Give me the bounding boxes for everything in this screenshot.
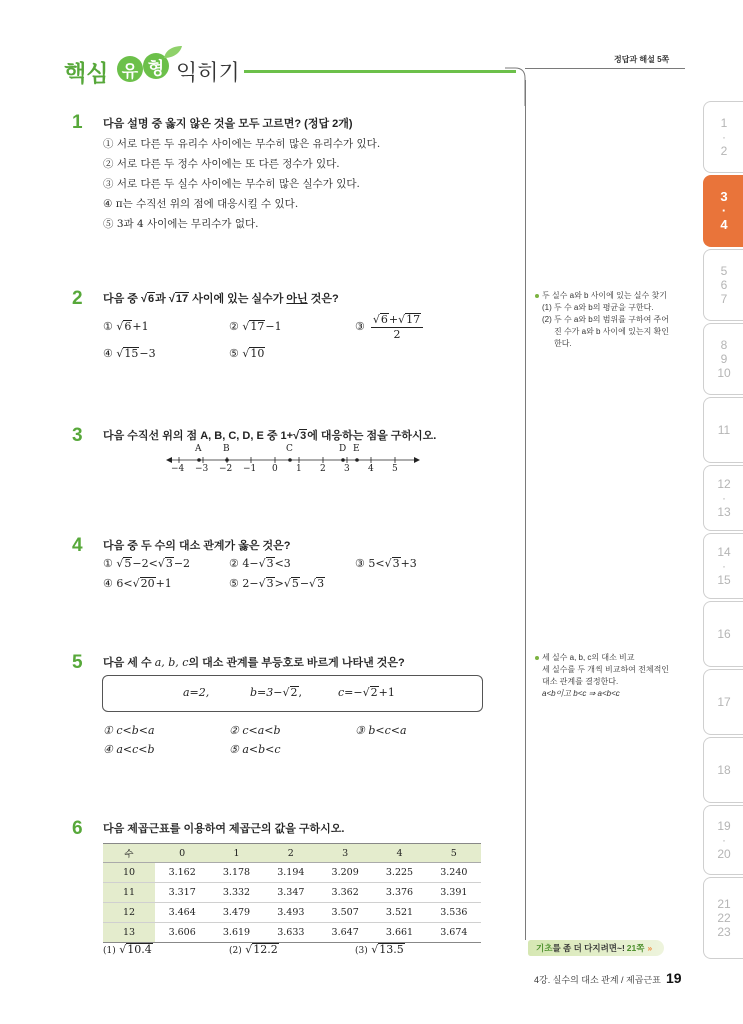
square-root-table bbox=[103, 843, 481, 943]
table-row: 12 3.464 3.479 3.493 3.507 3.521 3.536 bbox=[103, 903, 481, 923]
chapter-tab-21-23[interactable]: 21 22 23 bbox=[703, 877, 743, 959]
problem-1-item-1: ① 서로 다른 두 유리수 사이에는 무수히 많은 유리수가 있다. bbox=[103, 138, 381, 150]
page-number: 19 bbox=[666, 970, 682, 986]
problem-3-number: 3 bbox=[72, 425, 83, 446]
answer-reference: 정답과 해설 5쪽 bbox=[614, 55, 670, 64]
chapter-tab-12-13[interactable]: 12 · 13 bbox=[703, 465, 743, 531]
problem-1-question: 다음 설명 중 옳지 않은 것을 모두 고르면? (정답 2개) bbox=[103, 118, 353, 130]
table-header: 5 bbox=[427, 844, 481, 863]
tick-label: 1 bbox=[296, 464, 302, 474]
table-header-row bbox=[103, 844, 481, 863]
problem-1-item-3: ③ 서로 다른 두 실수 사이에는 무수히 많은 실수가 있다. bbox=[103, 178, 360, 190]
basic-review-banner[interactable]: 기초 를 좀 더 다지려면~! 21쪽 » bbox=[528, 940, 664, 956]
chapter-tab-11[interactable]: 11 bbox=[703, 397, 743, 463]
problem-2-option-1: ① √6+1 bbox=[103, 320, 149, 333]
chapter-tab-16[interactable]: 16 bbox=[703, 601, 743, 667]
table-header: 4 bbox=[372, 844, 426, 863]
point-label-a: A bbox=[195, 444, 202, 454]
problem-5-option-1: ① c<b<a bbox=[103, 724, 155, 737]
table-row: 13 3.606 3.619 3.633 3.647 3.661 3.674 bbox=[103, 923, 481, 943]
problem-2-number: 2 bbox=[72, 288, 83, 309]
problem-4-option-4: ④ 6<√20+1 bbox=[103, 577, 172, 590]
tick-label: −1 bbox=[243, 464, 257, 474]
bullet-icon bbox=[535, 656, 539, 660]
double-chevron-icon: » bbox=[647, 943, 653, 953]
problem-5-option-2: ② c<a<b bbox=[229, 724, 281, 737]
chapter-tab-5-7[interactable]: 5 6 7 bbox=[703, 249, 743, 321]
chapter-tab-18[interactable]: 18 bbox=[703, 737, 743, 803]
side-note-2: 세 실수 a, b, c의 대소 비교 세 실수를 두 개씩 비교하여 전체적인 대소 관계를 결정한다. a<b이고 b<c ⇒ a<b<c bbox=[535, 652, 695, 700]
problem-4-option-2: ② 4−√3<3 bbox=[229, 557, 291, 570]
bullet-icon bbox=[535, 294, 539, 298]
table-header: 0 bbox=[155, 844, 209, 863]
column-divider bbox=[525, 80, 526, 940]
point-label-c: C bbox=[286, 444, 293, 454]
table-row: 10 3.162 3.178 3.194 3.209 3.225 3.240 bbox=[103, 863, 481, 883]
problem-5-question: 다음 세 수 a, b, c의 대소 관계를 부등호로 바르게 나타낸 것은? bbox=[103, 656, 405, 669]
problem-5-option-4: ④ a<c<b bbox=[103, 743, 155, 756]
chapter-tab-19-20[interactable]: 19 · 20 bbox=[703, 805, 743, 875]
problem-2-option-5: ⑤ √10 bbox=[229, 347, 265, 360]
condition-a: a=2, bbox=[183, 686, 210, 699]
chapter-tab-14-15[interactable]: 14 · 15 bbox=[703, 533, 743, 599]
header-bubble-2: 형 bbox=[143, 53, 169, 79]
problem-4-question: 다음 중 두 수의 대소 관계가 옳은 것은? bbox=[103, 540, 291, 552]
problem-2-option-4: ④ √15−3 bbox=[103, 347, 156, 360]
problem-2-option-3: ③ bbox=[355, 320, 365, 333]
header-title-part2: 익히기 bbox=[176, 60, 240, 85]
chapter-tab-1-2[interactable]: 1 · 2 bbox=[703, 101, 743, 173]
condition-c: c=−√2+1 bbox=[338, 686, 395, 699]
problem-5-number: 5 bbox=[72, 652, 83, 673]
point-label-e: E bbox=[353, 444, 360, 454]
problem-4-option-1: ① √5−2<√3−2 bbox=[103, 557, 191, 570]
problem-5-option-5: ⑤ a<b<c bbox=[229, 743, 281, 756]
number-line-labels bbox=[166, 444, 422, 476]
problem-5-option-3: ③ b<c<a bbox=[355, 724, 407, 737]
header-title-part1: 핵심 bbox=[64, 60, 109, 86]
problem-1-item-5: ⑤ 3과 4 사이에는 무리수가 없다. bbox=[103, 218, 259, 230]
chapter-tab-3-4[interactable]: 3 · 4 bbox=[703, 175, 743, 247]
table-row: 11 3.317 3.332 3.347 3.362 3.376 3.391 bbox=[103, 883, 481, 903]
header-right-rule bbox=[525, 68, 685, 69]
tick-label: −3 bbox=[195, 464, 209, 474]
tick-label: −2 bbox=[219, 464, 233, 474]
problem-6-question: 다음 제곱근표를 이용하여 제곱근의 값을 구하시오. bbox=[103, 823, 345, 835]
tick-label: −4 bbox=[171, 464, 185, 474]
problem-6-sub-1: (1) √10.4 bbox=[103, 943, 152, 956]
problem-6-sub-2: (2) √12.2 bbox=[229, 943, 278, 956]
problem-1-item-2: ② 서로 다른 두 정수 사이에는 또 다른 정수가 있다. bbox=[103, 158, 340, 170]
problem-6-sub-3: (3) √13.5 bbox=[355, 943, 404, 956]
problem-2-question: 다음 중 √6과 √17 사이에 있는 실수가 아닌 것은? bbox=[103, 293, 339, 305]
tick-label: 0 bbox=[272, 464, 278, 474]
problem-1-item-4: ④ π는 수직선 위의 점에 대응시킬 수 있다. bbox=[103, 198, 299, 210]
problem-2-option-2: ② √17−1 bbox=[229, 320, 282, 333]
chapter-tab-17[interactable]: 17 bbox=[703, 669, 743, 735]
header-bubble-1: 유 bbox=[117, 56, 143, 82]
tick-label: 5 bbox=[392, 464, 398, 474]
table-header: 2 bbox=[264, 844, 318, 863]
table-header: 수 bbox=[103, 844, 155, 863]
point-label-d: D bbox=[339, 444, 347, 454]
tick-label: 4 bbox=[368, 464, 374, 474]
problem-6-number: 6 bbox=[72, 818, 83, 839]
table-header: 3 bbox=[318, 844, 372, 863]
tick-label: 2 bbox=[320, 464, 326, 474]
problem-1-number: 1 bbox=[72, 112, 83, 133]
problem-2-option-3-fraction: √6+√17 2 bbox=[371, 313, 423, 341]
header-rule bbox=[244, 70, 516, 73]
table-header: 1 bbox=[209, 844, 263, 863]
problem-4-option-5: ⑤ 2−√3>√5−√3 bbox=[229, 577, 325, 590]
condition-b: b=3−√2, bbox=[250, 686, 302, 699]
side-note-1: 두 실수 a와 b 사이에 있는 실수 찾기 (1) 두 수 a와 b의 평균을 구한다. (2) 두 수 a와 b의 범위를 구하여 주어 진 수가 a와 b 사이에 있는지 확인 한다. bbox=[535, 290, 695, 350]
problem-3-question: 다음 수직선 위의 점 A, B, C, D, E 중 1+√3에 대응하는 점을 구하시오. bbox=[103, 430, 437, 442]
footer-chapter-title: 4강. 실수의 대소 관계 / 제곱근표 bbox=[534, 975, 661, 985]
chapter-tab-8-10[interactable]: 8 9 10 bbox=[703, 323, 743, 395]
problem-4-option-3: ③ 5<√3+3 bbox=[355, 557, 417, 570]
point-label-b: B bbox=[223, 444, 230, 454]
problem-4-number: 4 bbox=[72, 535, 83, 556]
tick-label: 3 bbox=[344, 464, 350, 474]
